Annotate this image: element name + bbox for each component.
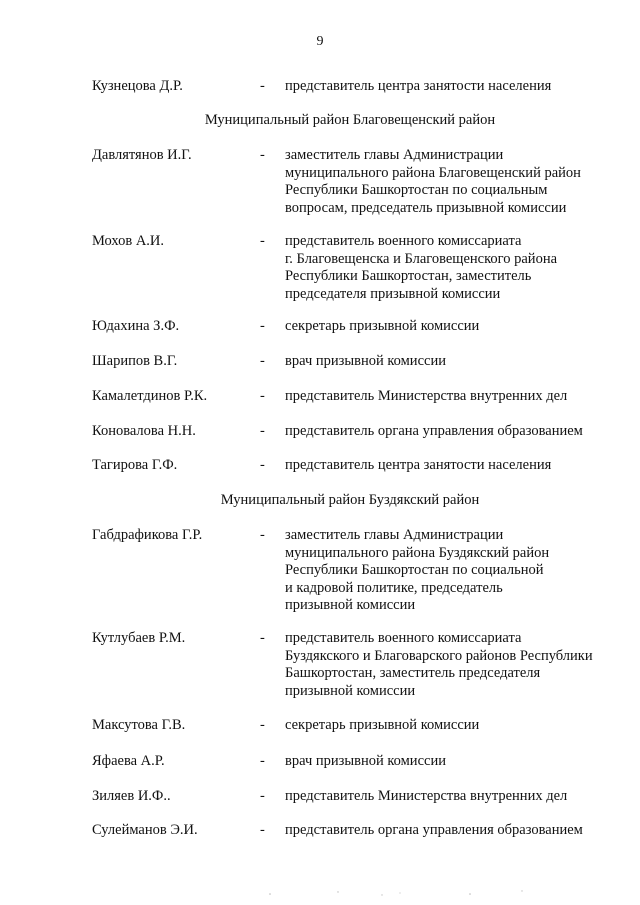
- dash-separator: -: [260, 717, 265, 733]
- role-line: Буздякского и Благоварского районов Республики: [285, 647, 593, 664]
- dash-separator: -: [260, 388, 265, 404]
- role-line: Республики Башкортостан по социальным: [285, 182, 548, 198]
- dash-separator: -: [260, 788, 265, 804]
- member-role: [285, 318, 630, 336]
- member-role: [285, 388, 630, 406]
- section-title-buzdyaksky: Муниципальный район Буздякский район: [220, 492, 480, 508]
- member-name: Коновалова Н.Н.: [92, 423, 196, 439]
- role-line: представитель военного комиссариата: [285, 233, 522, 249]
- dash-separator: -: [260, 822, 265, 838]
- role-line: Республики Башкортостан по социальной: [285, 562, 544, 578]
- dash-separator: -: [260, 630, 265, 646]
- role-line: представитель Министерства внутренних дел: [285, 788, 568, 804]
- member-name: Давлятянов И.Г.: [92, 147, 192, 163]
- member-name: Тагирова Г.Ф.: [92, 457, 178, 473]
- role-line: и кадровой политике, председатель: [285, 579, 503, 596]
- role-line: муниципального района Благовещенский район: [285, 164, 581, 181]
- member-role: [285, 788, 630, 806]
- member-role: [285, 630, 630, 700]
- member-name: Габдрафикова Г.Р.: [92, 527, 203, 543]
- member-role: [285, 233, 630, 303]
- member-name: Кузнецова Д.Р.: [92, 78, 183, 94]
- page-number: 9: [316, 34, 324, 49]
- role-line: секретарь призывной комиссии: [285, 318, 480, 334]
- dash-separator: -: [260, 457, 265, 473]
- role-line: врач призывной комиссии: [285, 753, 446, 769]
- role-line: секретарь призывной комиссии: [285, 717, 480, 733]
- member-name: Сулейманов Э.И.: [92, 822, 198, 838]
- role-line: заместитель главы Администрации: [285, 527, 504, 543]
- role-line: представитель центра занятости населения: [285, 457, 552, 473]
- member-role: [285, 423, 630, 441]
- role-line: представитель органа управления образованием: [285, 423, 583, 439]
- member-name: Камалетдинов Р.К.: [92, 388, 208, 404]
- member-role: [285, 353, 630, 371]
- role-line: представитель центра занятости населения: [285, 78, 552, 94]
- member-name: Зиляев И.Ф..: [92, 788, 171, 804]
- role-line: г. Благовещенска и Благовещенского района: [285, 250, 558, 267]
- role-line: врач призывной комиссии: [285, 353, 446, 369]
- member-role: [285, 822, 630, 840]
- role-line: призывной комиссии: [285, 682, 416, 699]
- dash-separator: -: [260, 423, 265, 439]
- role-line: представитель военного комиссариата: [285, 630, 522, 646]
- dash-separator: -: [260, 353, 265, 369]
- role-line: призывной комиссии: [285, 597, 416, 613]
- dash-separator: -: [260, 147, 265, 163]
- role-line: представитель органа управления образованием: [285, 822, 583, 838]
- role-line: Республики Башкортостан, заместитель: [285, 268, 532, 284]
- member-name: Мохов А.И.: [92, 233, 165, 249]
- dash-separator: -: [260, 78, 265, 94]
- dash-separator: -: [260, 318, 265, 334]
- member-role: [285, 147, 630, 217]
- member-role: [285, 753, 630, 771]
- role-line: вопросам, председатель призывной комиссии: [285, 199, 567, 216]
- member-role: [285, 457, 630, 475]
- member-name: Яфаева А.Р.: [92, 753, 165, 769]
- role-line: председателя призывной комиссии: [285, 285, 501, 302]
- section-title-blagoveshchensky: Муниципальный район Благовещенский район: [204, 112, 496, 128]
- role-line: муниципального района Буздякский район: [285, 544, 550, 561]
- member-name: Кутлубаев Р.М.: [92, 630, 186, 646]
- role-line: представитель Министерства внутренних дел: [285, 388, 568, 404]
- scan-artifact: [260, 888, 540, 898]
- member-name: Шарипов В.Г.: [92, 353, 178, 369]
- dash-separator: -: [260, 527, 265, 543]
- role-line: заместитель главы Администрации: [285, 147, 504, 163]
- member-name: Максутова Г.В.: [92, 717, 186, 733]
- member-role: [285, 717, 630, 735]
- dash-separator: -: [260, 233, 265, 249]
- role-line: Башкортостан, заместитель председателя: [285, 665, 541, 681]
- dash-separator: -: [260, 753, 265, 769]
- member-role: [285, 527, 630, 615]
- member-role: [285, 78, 630, 96]
- member-name: Юдахина З.Ф.: [92, 318, 180, 334]
